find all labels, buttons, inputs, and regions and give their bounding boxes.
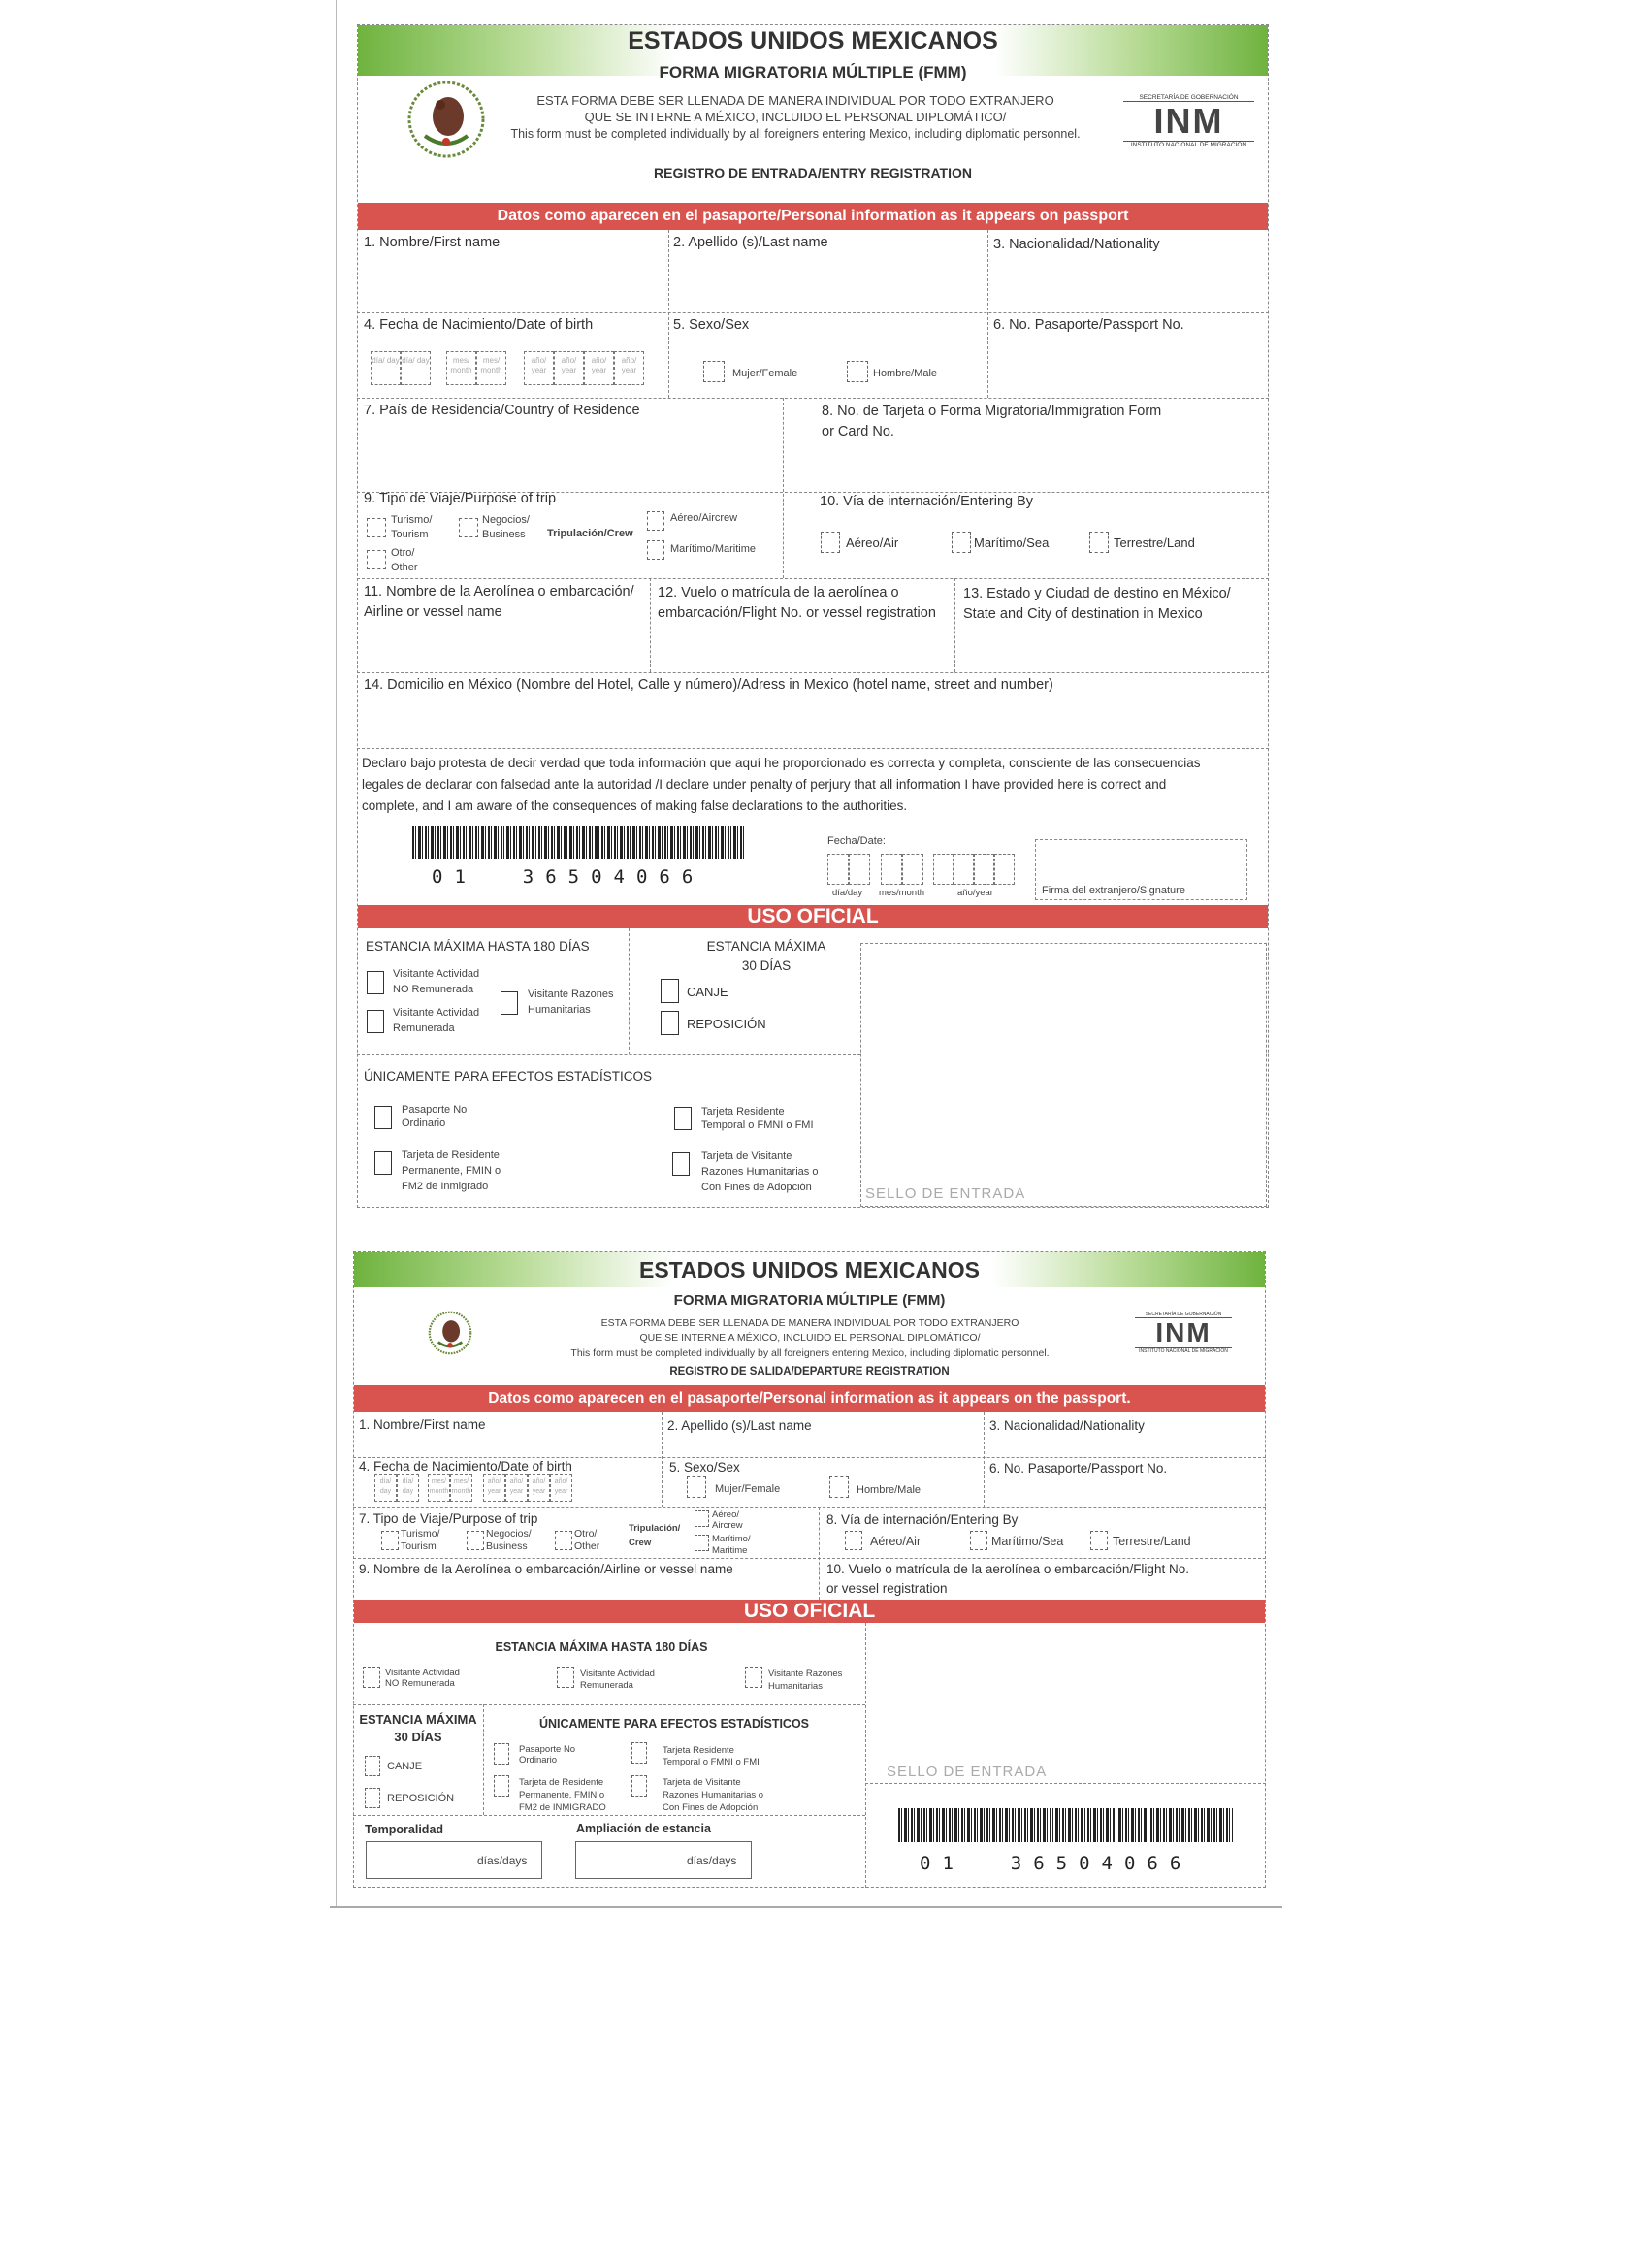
inm-logo-mark: INM [1155,1317,1212,1347]
purpose-label: 9. Tipo de Viaje/Purpose of trip [364,491,557,506]
airline-name-label-en: Airline or vessel name [364,604,502,620]
canje-label: CANJE [687,985,728,999]
dob-year-box[interactable]: año/ year [524,351,554,385]
permanent-resident-label-3: FM2 de Inmigrado [402,1181,489,1192]
max-stay-30-title-2: 30 DÍAS [394,1730,442,1744]
paid-activity-checkbox[interactable] [557,1667,574,1688]
other-label: Otro/ [574,1528,598,1539]
form-subtitle: FORMA MIGRATORIA MÚLTIPLE (FMM) [659,63,967,81]
temporary-resident-label-2: Temporal o FMNI o FMI [663,1757,760,1767]
entering-by-label: 10. Vía de internación/Entering By [820,494,1034,509]
divider [819,1507,820,1600]
date-day-box[interactable] [827,854,849,885]
barcode [898,1808,1233,1842]
humanitarian-label: Visitante Razones [528,988,614,1000]
flight-number-field[interactable]: 10. Vuelo o matrícula de la aerolínea o embarcación/Flight No. [826,1562,1189,1576]
statistics-title: ÚNICAMENTE PARA EFECTOS ESTADÍSTICOS [538,1717,810,1731]
maritime-crew-checkbox[interactable] [695,1535,709,1551]
dob-month-box[interactable]: mes/ month [428,1474,450,1502]
tourism-label-en: Tourism [391,529,429,540]
sea-checkbox[interactable] [970,1531,987,1550]
air-checkbox[interactable] [845,1531,862,1550]
signature-label: Firma del extranjero/Signature [1042,885,1185,896]
crew-label-2: Crew [629,1538,652,1548]
dob-year-box[interactable]: año/ year [584,351,614,385]
permanent-resident-label: Tarjeta de Residente [519,1777,604,1788]
date-of-birth-label: 4. Fecha de Nacimiento/Date of birth [364,317,594,333]
divider [650,578,651,672]
nationality-field[interactable]: 3. Nacionalidad/Nationality [989,1418,1145,1433]
divider [865,1783,1266,1784]
country-of-residence-field[interactable]: 7. País de Residencia/Country of Residence [364,403,640,418]
notice-es-1: ESTA FORMA DEBE SER LLENADA DE MANERA INDIVIDUAL POR TODO EXTRANJERO [536,93,1054,108]
barcode-number: 01 36504066 [432,866,705,888]
permanent-resident-label-2: Permanente, FMIN o [519,1790,605,1800]
land-label: Terrestre/Land [1113,1535,1191,1548]
non-ordinary-passport-label-2: Ordinario [519,1755,558,1766]
date-label: Fecha/Date: [827,835,886,847]
sea-label: Marítimo/Sea [991,1535,1064,1548]
entry-stamp-area [860,943,1267,1207]
official-use-band: USO OFICIAL [354,1600,1265,1623]
airline-name-field[interactable]: 11. Nombre de la Aerolínea o embarcación/ [364,584,634,599]
date-day-label: día/day [832,888,863,898]
business-label: Negocios/ [486,1528,532,1539]
dob-year-box[interactable]: año/ year [505,1474,528,1502]
canje-checkbox[interactable] [365,1756,380,1776]
female-label: Mujer/Female [732,368,798,379]
unpaid-activity-label: Visitante Actividad [385,1668,460,1678]
max-stay-30-title: ESTANCIA MÁXIMA [706,939,826,954]
section-band: Datos como aparecen en el pasaporte/Personal information as it appears on the passport. [354,1385,1265,1412]
entry-stamp-label: SELLO DE ENTRADA [887,1764,1048,1780]
maritime-crew-label-2: Maritime [712,1545,748,1556]
passport-number-field[interactable]: 6. No. Pasaporte/Passport No. [989,1461,1168,1475]
unpaid-activity-label-2: NO Remunerada [393,984,474,995]
notice-en: This form must be completed individually by all foreigners entering Mexico, including diplomatic personnel. [510,127,1081,141]
flight-number-field[interactable]: 12. Vuelo o matrícula de la aerolínea o [658,585,899,600]
inm-logo: SECRETARÍA DE GOBERNACIÓN INM INSTITUTO NACIONAL DE MIGRACIÓN [1135,1312,1232,1354]
business-label-en: Business [486,1540,528,1552]
sea-label: Marítimo/Sea [974,535,1050,550]
other-checkbox[interactable] [367,550,386,569]
date-day-box[interactable] [849,854,870,885]
visitor-card-label: Tarjeta de Visitante [663,1777,741,1788]
divider [353,1815,865,1816]
inm-logo: SECRETARÍA DE GOBERNACIÓN INM INSTITUTO NACIONAL DE MIGRACIÓN [1123,94,1254,148]
female-checkbox[interactable] [703,361,725,382]
destination-label-en: State and City of destination in Mexico [963,606,1203,622]
humanitarian-checkbox[interactable] [501,991,518,1015]
sex-label: 5. Sexo/Sex [669,1460,740,1474]
divider [357,672,1269,673]
humanitarian-label-2: Humanitarias [768,1681,823,1692]
notice-es-2: QUE SE INTERNE A MÉXICO, INCLUIDO EL PERSONAL DIPLOMÁTICO/ [584,110,1007,124]
aircrew-checkbox[interactable] [695,1510,709,1527]
other-label: Otro/ [391,547,415,559]
non-ordinary-passport-label: Pasaporte No [402,1104,468,1116]
male-checkbox[interactable] [847,361,868,382]
reposicion-label: REPOSICIÓN [387,1793,455,1804]
dob-day-box[interactable]: día/ day [397,1474,419,1502]
divider [987,230,988,398]
destination-field[interactable]: 13. Estado y Ciudad de destino en México/ [963,586,1231,601]
visitor-card-checkbox[interactable] [631,1775,647,1797]
declaration-line-1: Declaro bajo protesta de decir verdad que toda información que aquí he proporcionado es correcta y completa, consciente de las consecuencias [362,756,1201,770]
dob-year-box[interactable]: año/ year [614,351,644,385]
visitor-card-label-2: Razones Humanitarias o [663,1790,764,1800]
unpaid-activity-checkbox[interactable] [363,1667,380,1688]
air-checkbox[interactable] [821,532,840,553]
inm-logo-mark: INM [1153,101,1224,141]
date-month-box[interactable] [881,854,902,885]
immigration-form-number-field[interactable]: 8. No. de Tarjeta o Forma Migratoria/Immigration Form [822,404,1162,419]
visitor-card-label-3: Con Fines de Adopción [663,1802,759,1813]
canje-checkbox[interactable] [661,979,679,1003]
mexican-seal-icon [427,1310,473,1356]
paid-activity-checkbox[interactable] [367,1010,384,1033]
divider [662,1412,663,1507]
address-in-mexico-field[interactable]: 14. Domicilio en México (Nombre del Hotel, Calle y número)/Adress in Mexico (hotel name, street and number) [364,677,1053,693]
declaration-line-2: legales de declarar con falsedad ante la autoridad /I declare under penalty of perjury that all information I have provided here is correct and [362,777,1167,792]
temporary-resident-label-2: Temporal o FMNI o FMI [701,1119,814,1131]
visitor-card-label-2: Razones Humanitarias o [701,1166,819,1178]
business-checkbox[interactable] [459,518,478,537]
visitor-card-checkbox[interactable] [672,1152,690,1176]
dob-month-box[interactable]: mes/ month [446,351,476,385]
official-use-band: USO OFICIAL [358,905,1268,928]
non-ordinary-passport-label: Pasaporte No [519,1744,576,1755]
paid-activity-label: Visitante Actividad [393,1007,480,1019]
divider [954,578,955,672]
flight-number-label-en: embarcación/Flight No. or vessel registration [658,605,936,621]
non-ordinary-passport-checkbox[interactable] [374,1106,392,1129]
date-year-box[interactable] [933,854,954,885]
date-year-box[interactable] [994,854,1015,885]
humanitarian-label: Visitante Razones [768,1669,843,1679]
purpose-label: 7. Tipo de Viaje/Purpose of trip [359,1511,538,1526]
male-checkbox[interactable] [829,1476,849,1498]
male-label: Hombre/Male [873,368,938,379]
paid-activity-label-2: Remunerada [580,1680,633,1691]
divider [353,1704,865,1705]
form-title: ESTADOS UNIDOS MEXICANOS [639,1257,980,1282]
reposicion-checkbox[interactable] [661,1011,679,1035]
tourism-checkbox[interactable] [381,1531,399,1550]
business-label-en: Business [482,529,526,540]
other-checkbox[interactable] [555,1531,572,1550]
paper-edge [336,0,337,1906]
maritime-crew-label: Marítimo/ [712,1534,751,1544]
sea-checkbox[interactable] [952,532,971,553]
crew-label: Tripulación/ [629,1523,681,1534]
notice-es-1: ESTA FORMA DEBE SER LLENADA DE MANERA INDIVIDUAL POR TODO EXTRANJERO [600,1317,1019,1329]
male-label: Hombre/Male [857,1484,922,1496]
section-band: Datos como aparecen en el pasaporte/Personal information as it appears on passport [358,203,1268,230]
divider [865,1623,866,1888]
aircrew-label: Aéreo/ [712,1509,739,1520]
female-label: Mujer/Female [715,1483,781,1495]
dob-day-box[interactable]: día/ day [371,351,401,385]
land-checkbox[interactable] [1089,532,1109,553]
entering-by-label: 8. Vía de internación/Entering By [826,1512,1018,1527]
tourism-label-en: Tourism [401,1540,436,1552]
date-month-box[interactable] [902,854,923,885]
mexican-seal-icon [405,78,487,161]
date-of-birth-label: 4. Fecha de Nacimiento/Date of birth [359,1459,572,1474]
first-name-field[interactable]: 1. Nombre/First name [364,235,501,250]
date-year-box[interactable] [974,854,994,885]
reposicion-label: REPOSICIÓN [687,1017,766,1031]
dob-day-box[interactable]: día/ day [374,1474,397,1502]
entry-stamp-label: SELLO DE ENTRADA [865,1185,1026,1202]
permanent-resident-label-2: Permanente, FMIN o [402,1165,501,1177]
paper-edge-bottom [330,1906,1282,1908]
air-label: Aéreo/Air [846,535,899,550]
paid-activity-label-2: Remunerada [393,1022,455,1034]
dob-month-box[interactable]: mes/ month [450,1474,472,1502]
unpaid-activity-checkbox[interactable] [367,971,384,994]
maritime-crew-label: Marítimo/Maritime [670,543,757,555]
temporality-days-label: días/days [477,1854,528,1867]
sex-label: 5. Sexo/Sex [673,317,750,333]
tourism-label: Turismo/ [401,1528,440,1539]
dob-year-box[interactable]: año/ year [554,351,584,385]
last-name-field[interactable]: 2. Apellido (s)/Last name [673,235,828,250]
divider [357,748,1269,749]
air-label: Aéreo/Air [870,1535,922,1548]
date-month-label: mes/month [879,888,924,898]
first-name-field[interactable]: 1. Nombre/First name [359,1417,486,1432]
business-checkbox[interactable] [467,1531,484,1550]
form-title: ESTADOS UNIDOS MEXICANOS [628,27,998,54]
passport-number-field[interactable]: 6. No. Pasaporte/Passport No. [993,317,1184,333]
unpaid-activity-label-2: NO Remunerada [385,1678,455,1689]
humanitarian-checkbox[interactable] [745,1667,762,1688]
temporary-resident-label: Tarjeta Residente [701,1106,785,1118]
divider [357,578,1269,579]
max-stay-180-title: ESTANCIA MÁXIMA HASTA 180 DÍAS [366,939,590,954]
dob-year-box[interactable]: año/ year [550,1474,572,1502]
extension-days-label: días/days [687,1854,737,1867]
divider [629,928,630,1054]
reposicion-checkbox[interactable] [365,1788,380,1808]
dob-day-box[interactable]: día/ day [401,351,431,385]
maritime-crew-checkbox[interactable] [647,540,664,560]
permanent-resident-label: Tarjeta de Residente [402,1150,500,1161]
divider [357,1054,860,1055]
aircrew-label-2: Aircrew [712,1520,743,1531]
flight-number-label-2: or vessel registration [826,1581,948,1596]
form-subtitle: FORMA MIGRATORIA MÚLTIPLE (FMM) [673,1292,946,1309]
registration-type: REGISTRO DE ENTRADA/ENTRY REGISTRATION [654,165,972,180]
last-name-field[interactable]: 2. Apellido (s)/Last name [667,1418,812,1433]
statistics-title: ÚNICAMENTE PARA EFECTOS ESTADÍSTICOS [364,1069,653,1084]
permanent-resident-checkbox[interactable] [374,1151,392,1175]
divider [984,1412,985,1507]
max-stay-30-title-2: 30 DÍAS [741,958,792,973]
permanent-resident-checkbox[interactable] [494,1775,509,1797]
tourism-label: Turismo/ [391,514,433,526]
airline-name-field[interactable]: 9. Nombre de la Aerolínea o embarcación/Airline or vessel name [359,1562,733,1576]
business-label: Negocios/ [482,514,530,526]
divider [357,312,1269,313]
declaration-line-3: complete, and I am aware of the consequences of making false declarations to the authorities. [362,798,908,813]
nationality-field[interactable]: 3. Nacionalidad/Nationality [993,237,1160,252]
notice-en: This form must be completed individually by all foreigners entering Mexico, including diplomatic personnel. [570,1347,1050,1359]
canje-label: CANJE [387,1761,423,1772]
visitor-card-label-3: Con Fines de Adopción [701,1182,812,1193]
other-label-en: Other [391,562,418,573]
non-ordinary-passport-label-2: Ordinario [402,1118,446,1129]
unpaid-activity-label: Visitante Actividad [393,968,480,980]
dob-year-box[interactable]: año/ year [528,1474,550,1502]
temporary-resident-checkbox[interactable] [674,1107,692,1130]
notice-es-2: QUE SE INTERNE A MÉXICO, INCLUIDO EL PERSONAL DIPLOMÁTICO/ [639,1332,981,1344]
paid-activity-label: Visitante Actividad [580,1669,655,1679]
date-year-label: año/year [957,888,993,898]
divider [783,398,784,578]
tourism-checkbox[interactable] [367,518,386,537]
female-checkbox[interactable] [687,1476,706,1498]
temporary-resident-checkbox[interactable] [631,1742,647,1764]
max-stay-30-title: ESTANCIA MÁXIMA [359,1712,477,1727]
land-label: Terrestre/Land [1114,535,1195,550]
crew-label: Tripulación/Crew [547,528,633,539]
other-label-en: Other [574,1540,600,1552]
extension-label: Ampliación de estancia [576,1822,711,1835]
humanitarian-label-2: Humanitarias [528,1004,591,1016]
non-ordinary-passport-checkbox[interactable] [494,1743,509,1765]
divider [357,398,1269,399]
barcode [412,826,745,859]
dob-year-box[interactable]: año/ year [483,1474,505,1502]
land-checkbox[interactable] [1090,1531,1108,1550]
immigration-form-number-line2: or Card No. [822,424,894,439]
max-stay-180-title: ESTANCIA MÁXIMA HASTA 180 DÍAS [495,1640,708,1654]
divider [668,230,669,398]
aircrew-checkbox[interactable] [647,511,664,531]
registration-type: REGISTRO DE SALIDA/DEPARTURE REGISTRATION [669,1366,950,1377]
visitor-card-label: Tarjeta de Visitante [701,1150,792,1162]
temporality-label: Temporalidad [365,1823,444,1836]
date-year-box[interactable] [954,854,974,885]
aircrew-label: Aéreo/Aircrew [670,512,738,524]
barcode-number: 01 36504066 [920,1853,1193,1874]
dob-month-box[interactable]: mes/ month [476,351,506,385]
permanent-resident-label-3: FM2 de INMIGRADO [519,1802,606,1813]
temporary-resident-label: Tarjeta Residente [663,1745,734,1756]
